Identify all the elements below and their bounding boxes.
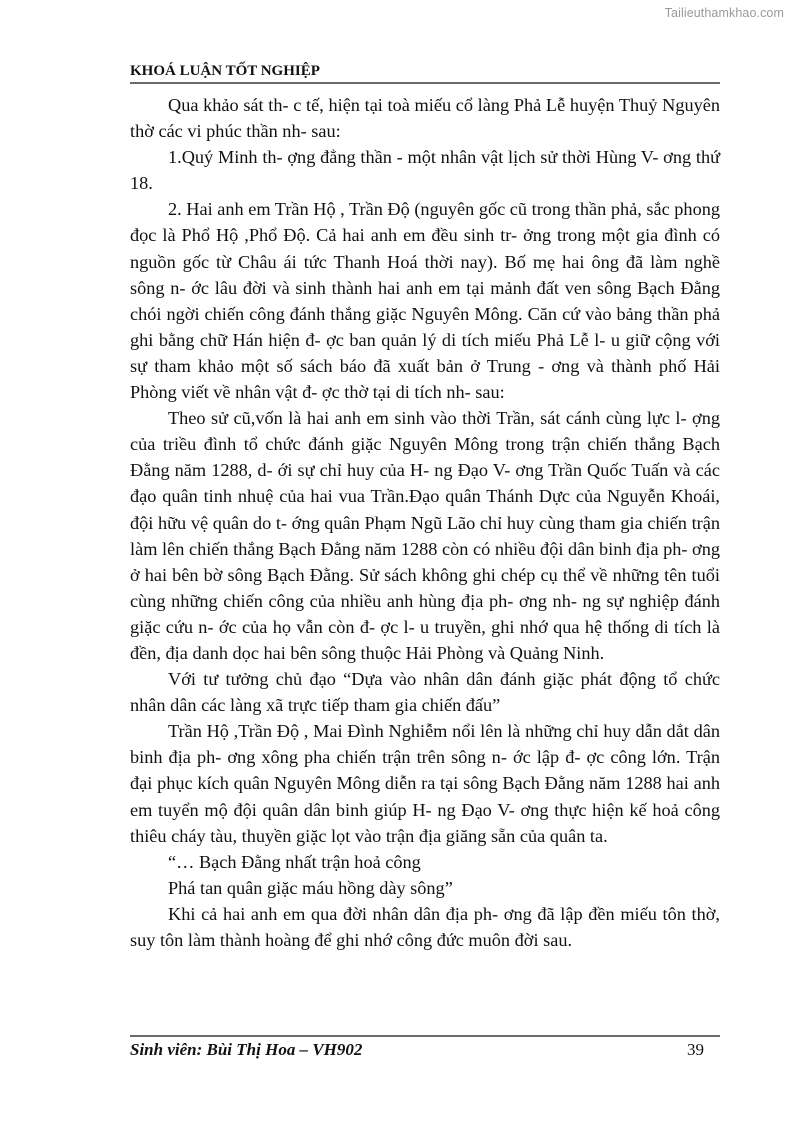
verse-line-2: Phá tan quân giặc máu hồng dày sông”: [168, 877, 453, 898]
paragraph-history: Theo sử cũ,vốn là hai anh em sinh vào thời Trần, sát cánh cùng lực l- ợng của triều đình tổ chức đánh giặc Nguyên Mông trong trận chiến thắng Bạch Đằng năm 1288, d- ới sự chỉ huy của H- ng Đạo V- ơng Trần Quốc Tuấn và các đạo quân tinh nhuệ của hai vua Trần.Đạo quân Thánh Dực của Nguyễn Khoái, đội hữu vệ quân do t- ớng quân Phạm Ngũ Lão chỉ huy cùng tham gia chiến trận làm lên chiến thắng Bạch Đằng năm 1288 còn có nhiều đội dân binh địa ph- ơng ở hai bên bờ sông Bạch Đằng. Sử sách không ghi chép cụ thể về những tên tuổi cùng những chiến công của nhiều anh hùng địa ph- ơng nh- ng sự nghiệp đánh giặc cứu n- ớc của họ vẫn còn đ- ợc l- u truyền, ghi nhớ qua hệ thống di tích là đền, địa danh dọc hai bên sông thuộc Hải Phòng và Quảng Ninh.: [130, 408, 720, 663]
paragraph-intro: Qua khảo sát th- c tế, hiện tại toà miếu cổ làng Phả Lễ huyện Thuỷ Nguyên thờ các vi phúc thần nh- sau:: [130, 95, 720, 142]
footer-divider: [130, 1035, 720, 1037]
verse-line-1: “… Bạch Đằng nhất trận hoả công: [168, 851, 421, 872]
header-divider: [130, 82, 720, 84]
page-number: 39: [687, 1040, 704, 1059]
paragraph-conclusion: Khi cả hai anh em qua đời nhân dân địa ph- ơng đã lập đền miếu tôn thờ, suy tôn làm thành hoàng để ghi nhớ công đức muôn đời sau.: [130, 903, 720, 950]
footer-author: Sinh viên: Bùi Thị Hoa – VH902: [130, 1040, 363, 1059]
page-header: [130, 62, 720, 80]
paragraph-item-2: 2. Hai anh em Trần Hộ , Trần Độ (nguyên gốc cũ trong thần phả, sắc phong đọc là Phổ Hộ ,Phổ Độ. Cả hai anh em đều sinh tr- ởng trong một gia đình có nguồn gốc từ Châu ái tức Thanh Hoá thời nay). Bố mẹ hai ông đã làm nghề sông n- ớc lâu đời và sinh thành hai anh em tại mảnh đất ven sông Bạch Đằng chói ngời chiến công đánh thắng giặc Nguyên Mông. Căn cứ vào bảng thần phả ghi bằng chữ Hán hiện đ- ợc ban quản lý di tích miếu Phả Lễ l- u giữ cộng với sự tham khảo một số sách báo đã xuất bản ở Trung - ơng và thành phố Hải Phòng viết về nhân vật đ- ợc thờ tại di tích nh- sau:: [130, 199, 720, 403]
paragraph-ideology: Với tư tưởng chủ đạo “Dựa vào nhân dân đánh giặc phát động tổ chức nhân dân các làng xã trực tiếp tham gia chiến đấu”: [130, 669, 720, 716]
document-body: [130, 92, 720, 953]
paragraph-leaders: Trần Hộ ,Trần Độ , Mai Đình Nghiễm nổi lên là những chỉ huy dẫn dắt dân binh địa ph- ơng xông pha chiến trận trên sông n- ớc lập đ- ợc công lớn. Trận đại phục kích quân Nguyên Mông diễn ra tại sông Bạch Đằng năm 1288 hai anh em tuyển mộ đội quân dân binh giúp H- ng Đạo V- ơng thực hiện kế hoả công thiêu cháy tàu, thuyền giặc lọt vào trận địa giăng sẵn của quân ta.: [130, 721, 720, 846]
paragraph-item-1: 1.Quý Minh th- ợng đẳng thần - một nhân vật lịch sử thời Hùng V- ơng thứ 18.: [130, 147, 720, 194]
header-title: KHOÁ LUẬN TỐT NGHIỆP: [130, 63, 320, 79]
watermark: Tailieuthamkhao.com: [664, 6, 784, 20]
